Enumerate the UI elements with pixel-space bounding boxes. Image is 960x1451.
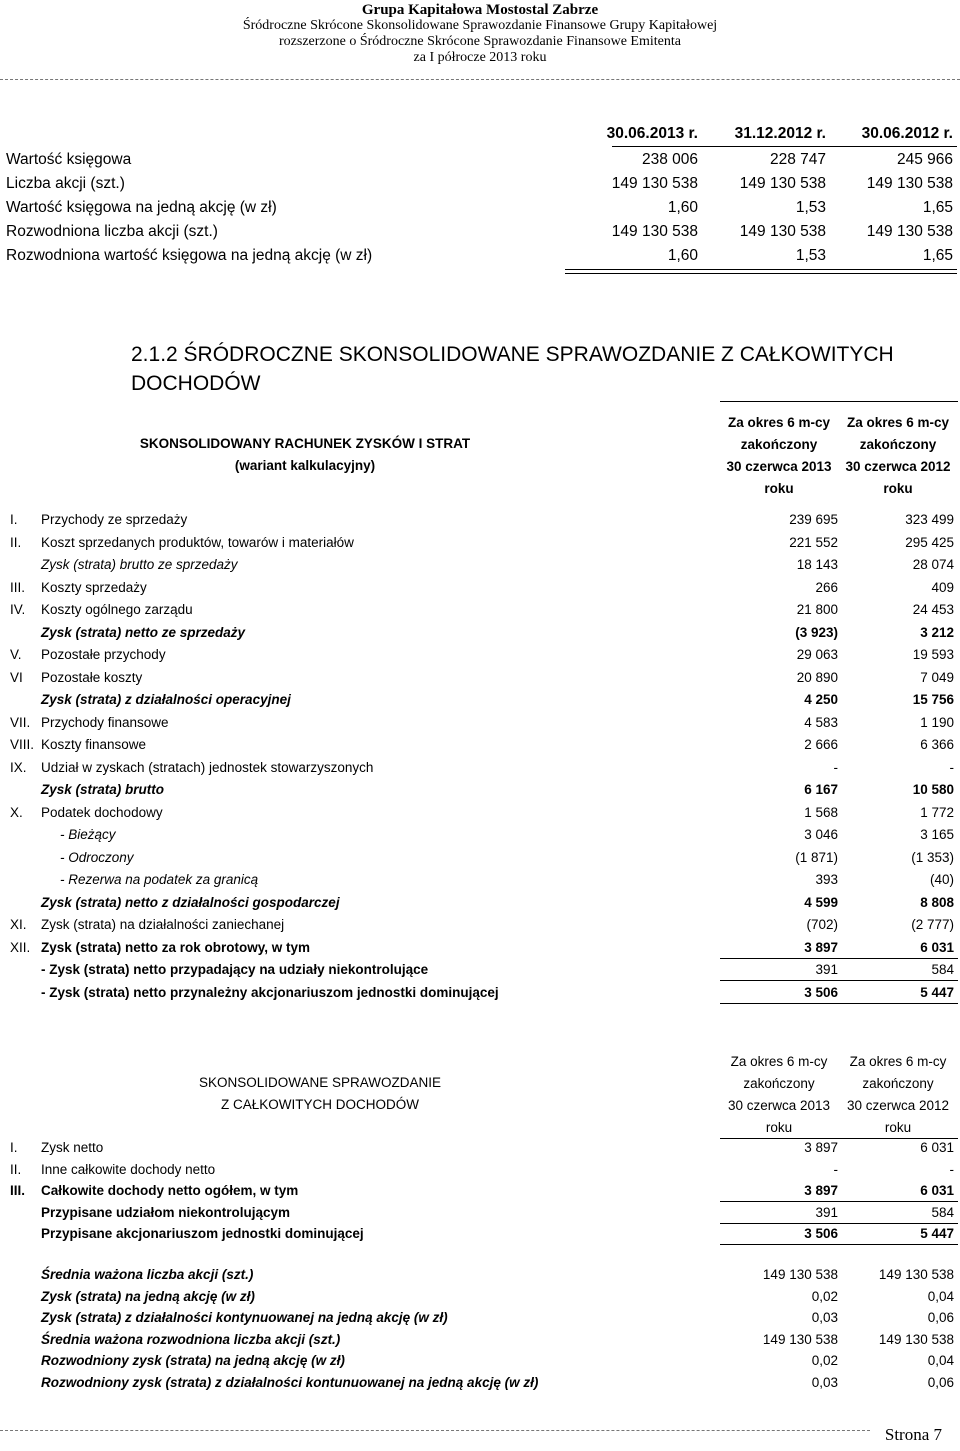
row-label: Rozwodniona wartość księgowa na jedną akcję (w zł) bbox=[6, 247, 373, 264]
value-2013: 4 250 bbox=[804, 692, 838, 707]
row-label: - Zysk (strata) netto przypadający na udziały niekontrolujące bbox=[41, 962, 429, 977]
value-2012: 6 366 bbox=[920, 737, 954, 752]
value-2013: 149 130 538 bbox=[762, 1331, 838, 1347]
row-label: - Odroczony bbox=[60, 849, 134, 865]
row-label: Koszty sprzedaży bbox=[41, 579, 147, 595]
comprehensive-subtitle: Z CAŁKOWITYCH DOCHODÓW bbox=[221, 1097, 419, 1112]
column-header: 30.06.2012 r. bbox=[861, 125, 953, 142]
value-2012: 149 130 538 bbox=[878, 1331, 954, 1347]
row-label: Zysk (strata) netto ze sprzedaży bbox=[41, 624, 246, 640]
value-2012: 323 499 bbox=[905, 512, 954, 527]
header-divider bbox=[0, 79, 960, 80]
column-header: 30.06.2013 r. bbox=[606, 125, 698, 142]
row-number: V. bbox=[10, 647, 22, 662]
value-2012: 6 031 bbox=[920, 1183, 954, 1198]
column-header-2012: roku bbox=[883, 481, 913, 496]
value-2013: 0,03 bbox=[811, 1310, 838, 1326]
value-2013: 3 506 bbox=[804, 1226, 838, 1241]
value-2012: 8 808 bbox=[920, 894, 954, 910]
value-2013: 3 506 bbox=[804, 984, 838, 1000]
value-2012: 1 190 bbox=[920, 714, 954, 730]
value-2012: 15 756 bbox=[912, 692, 954, 707]
cell-value: 149 130 538 bbox=[866, 223, 953, 240]
row-label: - Bieżący bbox=[60, 827, 116, 842]
row-label: Liczba akcji (szt.) bbox=[6, 175, 125, 192]
per-share-label: Zysk (strata) z działalności kontynuowanej na jedną akcję (w zł) bbox=[41, 1310, 448, 1326]
row-label: Koszt sprzedanych produktów, towarów i materiałów bbox=[41, 534, 354, 550]
value-2013: 4 583 bbox=[804, 714, 838, 730]
value-2012: 5 447 bbox=[920, 1226, 954, 1241]
cell-value: 1,53 bbox=[795, 247, 826, 264]
row-label: Zysk (strata) na działalności zaniechanej bbox=[41, 917, 285, 932]
cell-value: 1,53 bbox=[795, 199, 826, 216]
footer-divider bbox=[0, 1430, 870, 1431]
row-number: VII. bbox=[10, 714, 31, 730]
row-number: IX. bbox=[10, 759, 27, 775]
income-subtitle: (wariant kalkulacyjny) bbox=[234, 458, 376, 473]
value-2013: (1 871) bbox=[795, 849, 838, 865]
column-header-2013: roku bbox=[765, 1120, 793, 1135]
value-2013: 3 046 bbox=[804, 827, 838, 842]
value-2012: 28 074 bbox=[912, 557, 954, 572]
column-header-2012: 30 czerwca 2012 bbox=[845, 459, 951, 474]
value-2013: 20 890 bbox=[796, 669, 838, 685]
column-header-2012: Za okres 6 m-cy bbox=[849, 1054, 947, 1069]
value-2013: 391 bbox=[815, 962, 838, 977]
section-title-line-1: 2.1.2 ŚRÓDROCZNE SKONSOLIDOWANE SPRAWOZDANIE Z CAŁKOWITYCH bbox=[131, 343, 894, 366]
row-label: Pozostałe przychody bbox=[41, 647, 166, 662]
document-header bbox=[0, 2, 960, 66]
row-label: Przychody ze sprzedaży bbox=[41, 512, 188, 527]
row-number: XII. bbox=[10, 939, 31, 955]
row-label: Podatek dochodowy bbox=[41, 804, 163, 820]
row-rule bbox=[720, 1244, 958, 1245]
row-label: Zysk (strata) netto za rok obrotowy, w tym bbox=[41, 939, 311, 955]
cell-value: 245 966 bbox=[896, 151, 953, 168]
cell-value: 149 130 538 bbox=[611, 223, 698, 240]
per-share-label: Średnia ważona rozwodniona liczba akcji (szt.) bbox=[41, 1331, 341, 1347]
column-header-2012: zakończony bbox=[859, 437, 937, 452]
value-2013: - bbox=[833, 759, 838, 775]
value-2013: 18 143 bbox=[796, 557, 838, 572]
row-rule bbox=[720, 958, 958, 959]
value-2012: 10 580 bbox=[912, 782, 954, 797]
value-2012: 0,04 bbox=[927, 1288, 954, 1304]
row-label: Zysk (strata) brutto bbox=[41, 782, 165, 797]
value-2012: 584 bbox=[931, 1204, 954, 1220]
value-2013: 0,03 bbox=[811, 1375, 838, 1390]
cell-value: 149 130 538 bbox=[611, 175, 698, 192]
column-header-2013: 30 czerwca 2013 bbox=[726, 459, 832, 474]
page-number: Strona 7 bbox=[884, 1425, 942, 1444]
column-header: 31.12.2012 r. bbox=[734, 125, 826, 142]
row-label: - Rezerwa na podatek za granicą bbox=[60, 872, 259, 887]
section-title-line-2: DOCHODÓW bbox=[131, 372, 261, 395]
row-rule bbox=[720, 1003, 958, 1004]
value-2012: 295 425 bbox=[905, 534, 954, 550]
row-label: Koszty finansowe bbox=[41, 737, 147, 752]
value-2012: - bbox=[949, 759, 954, 775]
row-label: Rozwodniona liczba akcji (szt.) bbox=[6, 223, 218, 240]
comprehensive-title: SKONSOLIDOWANE SPRAWOZDANIE bbox=[198, 1075, 442, 1090]
value-2013: 4 599 bbox=[804, 894, 838, 910]
value-2013: 1 568 bbox=[804, 804, 838, 820]
value-2012: 5 447 bbox=[920, 984, 954, 1000]
row-label: Koszty ogólnego zarządu bbox=[41, 602, 193, 617]
row-label: Zysk netto bbox=[41, 1140, 104, 1155]
value-2013: 3 897 bbox=[804, 939, 838, 955]
row-label: Udział w zyskach (stratach) jednostek stowarzyszonych bbox=[41, 759, 374, 775]
row-label: Zysk (strata) brutto ze sprzedaży bbox=[41, 557, 238, 572]
value-2013: 3 897 bbox=[804, 1183, 838, 1198]
section-title bbox=[131, 340, 894, 398]
value-2013: 29 063 bbox=[796, 647, 838, 662]
cell-value: 1,60 bbox=[667, 199, 698, 216]
header-line-3: rozszerzone o Śródroczne Skrócone Sprawozdanie Finansowe Emitenta bbox=[279, 34, 681, 49]
per-share-label: Średnia ważona liczba akcji (szt.) bbox=[41, 1267, 254, 1282]
cell-value: 149 130 538 bbox=[739, 223, 826, 240]
column-header-2012: Za okres 6 m-cy bbox=[846, 415, 950, 430]
value-2012: - bbox=[949, 1161, 954, 1177]
per-share-label: Zysk (strata) na jedną akcję (w zł) bbox=[41, 1288, 255, 1304]
row-number: X. bbox=[10, 804, 23, 820]
row-label: Wartość księgowa na jedną akcję (w zł) bbox=[6, 199, 277, 216]
cell-value: 1,65 bbox=[922, 199, 953, 216]
cell-value: 1,60 bbox=[667, 247, 698, 264]
value-2012: 6 031 bbox=[920, 1140, 954, 1155]
value-2013: 21 800 bbox=[796, 602, 838, 617]
row-number: II. bbox=[10, 534, 22, 550]
value-2012: (1 353) bbox=[911, 849, 954, 865]
value-2012: (40) bbox=[929, 872, 954, 887]
value-2013: 239 695 bbox=[789, 512, 838, 527]
value-2012: 584 bbox=[931, 962, 954, 977]
value-2013: 6 167 bbox=[804, 782, 838, 797]
row-number: III. bbox=[10, 579, 26, 595]
row-number: II. bbox=[10, 1161, 22, 1177]
income-title: SKONSOLIDOWANY RACHUNEK ZYSKÓW I STRAT bbox=[139, 436, 471, 451]
table-double-underline bbox=[565, 273, 957, 274]
value-2013: 2 666 bbox=[804, 737, 838, 752]
value-2013: 393 bbox=[815, 872, 838, 887]
value-2012: 3 212 bbox=[920, 624, 954, 640]
header-underline bbox=[612, 146, 957, 147]
per-share-label: Rozwodniony zysk (strata) z działalności kontunuowanej na jedną akcję (w zł) bbox=[41, 1375, 539, 1390]
row-label: Zysk (strata) z działalności operacyjnej bbox=[41, 692, 291, 707]
column-header-2012: 30 czerwca 2012 bbox=[846, 1098, 950, 1113]
row-label: Całkowite dochody netto ogółem, w tym bbox=[41, 1183, 299, 1198]
column-header-2013: 30 czerwca 2013 bbox=[727, 1098, 831, 1113]
value-2013: 149 130 538 bbox=[762, 1267, 838, 1282]
row-rule bbox=[720, 1201, 958, 1202]
row-number: IV. bbox=[10, 602, 26, 617]
row-number: XI. bbox=[10, 917, 27, 932]
row-label: Przychody finansowe bbox=[41, 714, 169, 730]
header-line-4: za I półrocze 2013 roku bbox=[413, 50, 547, 65]
value-2012: 0,06 bbox=[927, 1375, 954, 1390]
row-rule bbox=[720, 980, 958, 981]
header-top-rule bbox=[720, 401, 958, 402]
row-rule bbox=[720, 1223, 958, 1224]
row-label: Przypisane akcjonariuszom jednostki dominującej bbox=[41, 1226, 364, 1241]
column-header-2013: roku bbox=[764, 481, 794, 496]
value-2012: (2 777) bbox=[911, 917, 954, 932]
company-name: Grupa Kapitałowa Mostostal Zabrze bbox=[361, 2, 599, 18]
value-2012: 1 772 bbox=[920, 804, 954, 820]
value-2013: 0,02 bbox=[811, 1353, 838, 1369]
value-2012: 149 130 538 bbox=[878, 1267, 954, 1282]
row-label: Pozostałe koszty bbox=[41, 669, 143, 685]
row-label: Inne całkowite dochody netto bbox=[41, 1161, 216, 1177]
value-2013: 266 bbox=[815, 579, 838, 595]
value-2013: - bbox=[833, 1161, 838, 1177]
column-header-2013: Za okres 6 m-cy bbox=[727, 415, 831, 430]
column-header-2012: roku bbox=[884, 1120, 912, 1135]
value-2012: 7 049 bbox=[920, 669, 954, 685]
row-number: VIII. bbox=[10, 737, 35, 752]
value-2012: 3 165 bbox=[920, 827, 954, 842]
column-header-2013: Za okres 6 m-cy bbox=[730, 1054, 828, 1069]
cell-value: 149 130 538 bbox=[739, 175, 826, 192]
value-2013: (3 923) bbox=[795, 624, 838, 640]
cell-value: 238 006 bbox=[641, 151, 698, 168]
column-header-2013: zakończony bbox=[743, 1076, 815, 1091]
row-number: VI bbox=[10, 669, 23, 685]
row-label: Zysk (strata) netto z działalności gospodarczej bbox=[41, 894, 340, 910]
row-number: I. bbox=[10, 1140, 18, 1155]
value-2013: 391 bbox=[815, 1204, 838, 1220]
row-number: I. bbox=[10, 512, 18, 527]
row-label: - Zysk (strata) netto przynależny akcjonariuszom jednostki dominującej bbox=[41, 984, 499, 1000]
row-label: Przypisane udziałom niekontrolującym bbox=[41, 1204, 291, 1220]
header-line-2: Śródroczne Skrócone Skonsolidowane Sprawozdanie Finansowe Grupy Kapitałowej bbox=[242, 18, 718, 33]
value-2012: 0,06 bbox=[927, 1310, 954, 1326]
row-number: III. bbox=[10, 1183, 26, 1198]
value-2013: 0,02 bbox=[811, 1288, 838, 1304]
row-label: Wartość księgowa bbox=[6, 151, 132, 168]
value-2012: 24 453 bbox=[912, 602, 954, 617]
value-2012: 0,04 bbox=[927, 1353, 954, 1369]
per-share-label: Rozwodniony zysk (strata) na jedną akcję (w zł) bbox=[41, 1353, 345, 1369]
value-2013: (702) bbox=[806, 917, 838, 932]
header-bottom-rule bbox=[720, 1138, 958, 1139]
value-2012: 6 031 bbox=[920, 939, 954, 955]
cell-value: 228 747 bbox=[769, 151, 826, 168]
cell-value: 149 130 538 bbox=[866, 175, 953, 192]
column-header-2012: zakończony bbox=[862, 1076, 934, 1091]
value-2012: 409 bbox=[931, 579, 954, 595]
value-2013: 221 552 bbox=[789, 534, 838, 550]
cell-value: 1,65 bbox=[922, 247, 953, 264]
table-underline bbox=[565, 269, 957, 270]
value-2013: 3 897 bbox=[804, 1140, 838, 1155]
column-header-2013: zakończony bbox=[740, 437, 818, 452]
value-2012: 19 593 bbox=[912, 647, 954, 662]
